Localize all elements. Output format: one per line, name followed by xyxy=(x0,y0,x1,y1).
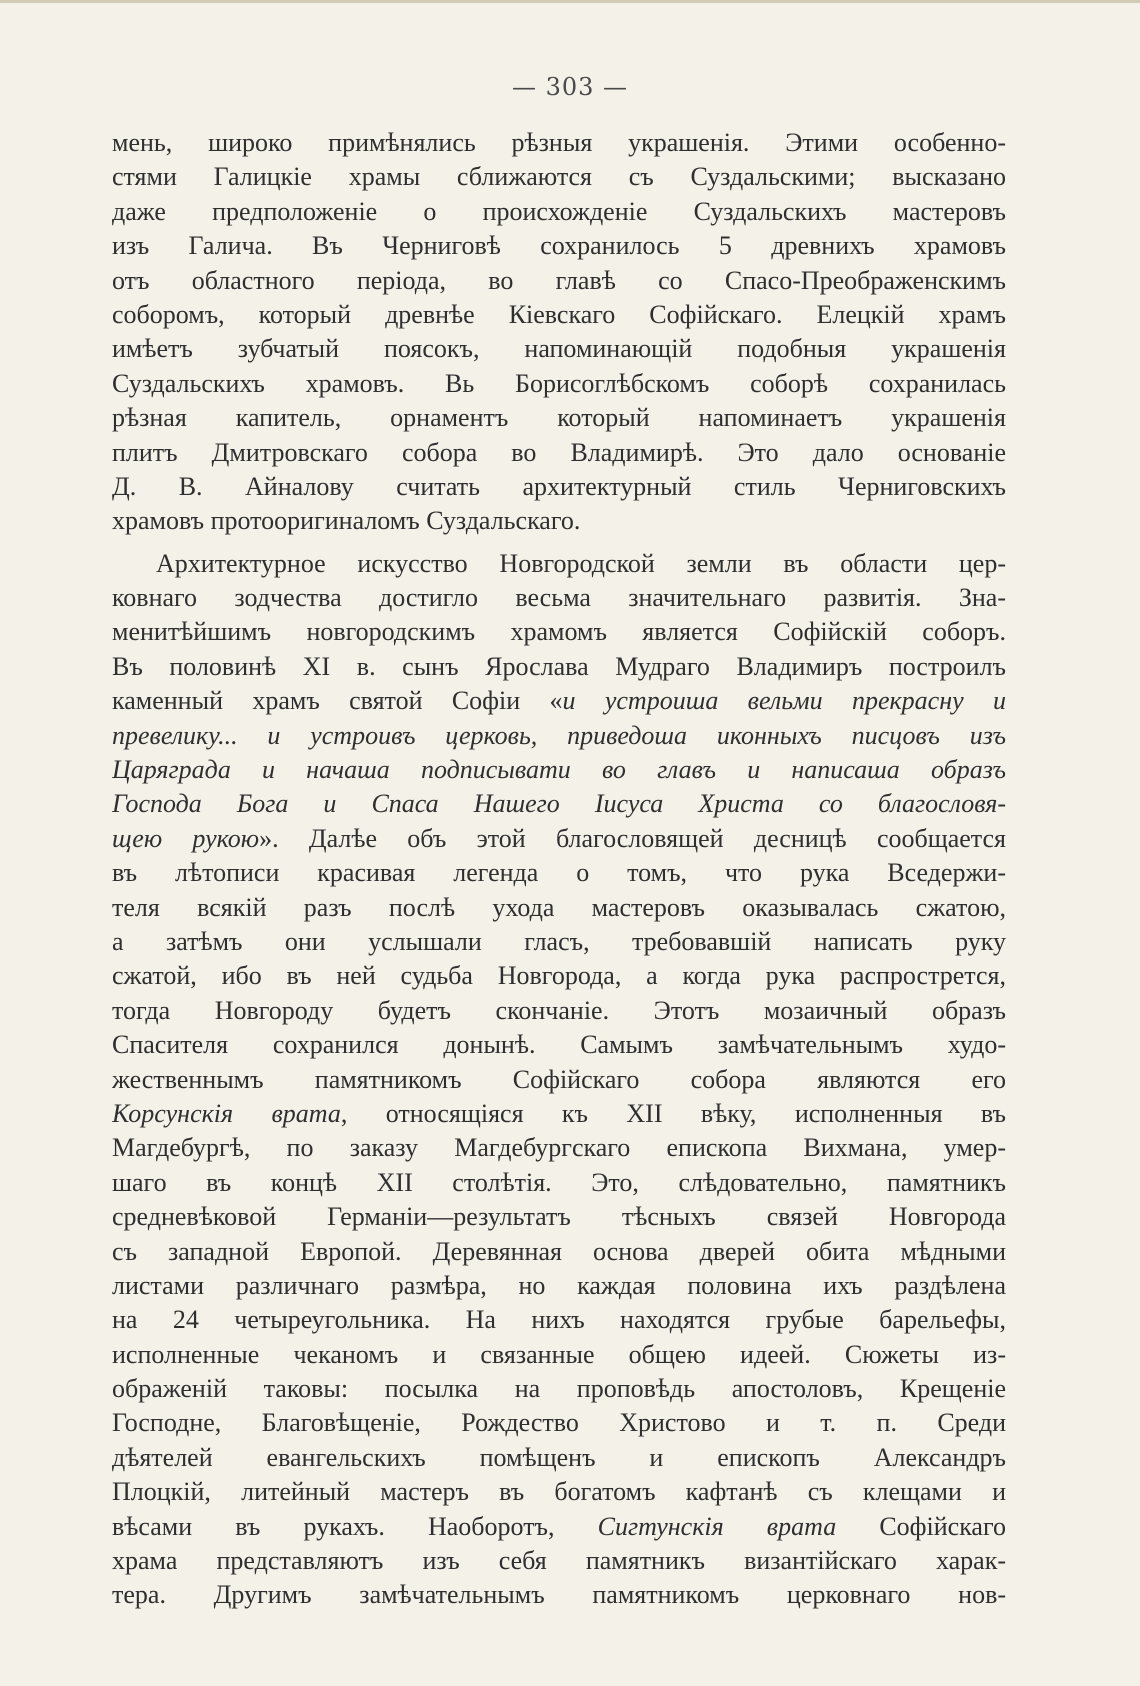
text-line: съ западной Европой. Деревянная основа дверей обита мѣдными xyxy=(112,1236,1006,1266)
text-line xyxy=(112,1510,1006,1544)
emphasis-sigtuna-gates: Сигтунскія врата xyxy=(597,1511,837,1541)
text-segment: каменный храмъ святой Софіи « xyxy=(112,686,563,716)
chronicle-quote: и устроиша вельми прекрасну и xyxy=(562,686,1006,716)
text-line: листами различнаго размѣра, но каждая половина ихъ раздѣлена xyxy=(112,1270,1006,1300)
paragraph-gap xyxy=(112,539,1006,547)
text-line: сжатой, ибо въ ней судьба Новгорода, а когда рука распрострется, xyxy=(112,961,1006,991)
emphasis-korsun-gates: Корсунскія врата xyxy=(112,1098,341,1128)
text-line: тогда Новгороду будетъ скончаніе. Этотъ мозаичный образъ xyxy=(112,995,1006,1025)
text-line: Суздальскихъ храмовъ. Вь Борисоглѣбскомъ соборѣ сохранилась xyxy=(112,368,1006,398)
text-line: Архитектурное искусство Новгородской земли въ области цер- xyxy=(156,548,1006,578)
text-line: менитѣйшимъ новгородскимъ храмомъ является Софійскій соборъ. xyxy=(112,617,1006,647)
text-line: Господне, Благовѣщеніе, Рождество Христово и т. п. Среди xyxy=(112,1408,1006,1438)
text-line xyxy=(112,822,1006,856)
text-line: дѣятелей евангельскихъ помѣщенъ и епископъ Александръ xyxy=(112,1442,1006,1472)
text-line: Плоцкій, литейный мастеръ въ богатомъ кафтанѣ съ клещами и xyxy=(112,1477,1006,1507)
chronicle-quote-line: Царяграда и начаша подписывати во главъ и написаша образъ xyxy=(112,755,1006,785)
text-line: даже предположеніе о происхожденіе Суздальскихъ мастеровъ xyxy=(112,196,1006,226)
text-line: стями Галицкіе храмы сближаются съ Суздальскими; высказано xyxy=(112,162,1006,192)
text-line: на 24 четыреугольника. На нихъ находятся грубые барельефы, xyxy=(112,1305,1006,1335)
text-line: мень, широко примѣнялись рѣзныя украшенія. Этими особенно- xyxy=(112,128,1006,157)
text-line: теля всякій разъ послѣ ухода мастеровъ оказывалась сжатою, xyxy=(112,892,1006,922)
text-line: храма представляютъ изъ себя памятникъ византійскаго харак- xyxy=(112,1546,1006,1576)
page-number: — 303 — xyxy=(511,73,629,101)
top-edge-rule xyxy=(0,0,1140,3)
text-line: Магдебургѣ, по заказу Магдебургскаго епископа Вихмана, умер- xyxy=(112,1133,1006,1163)
chronicle-quote: щею рукою xyxy=(112,823,260,853)
text-line: рѣзная капитель, орнаментъ который напоминаетъ украшенія xyxy=(112,403,1006,433)
text-line: соборомъ, который древнѣе Кіевскаго Софійскаго. Елецкій храмъ xyxy=(112,299,1006,329)
text-line xyxy=(112,1097,1006,1131)
text-block xyxy=(112,126,1006,1613)
text-segment: , относящіяся къ XII вѣку, исполненныя въ xyxy=(340,1098,1006,1128)
text-line: а затѣмъ они услышали гласъ, требовавшій написать руку xyxy=(112,926,1006,956)
text-line: исполненные чеканомъ и связанные общею идеей. Сюжеты из- xyxy=(112,1339,1006,1369)
text-line: ковнаго зодчества достигло весьма значительнаго развитія. Зна- xyxy=(112,583,1006,613)
text-line: Д. В. Айналову считать архитектурный стиль Черниговскихъ xyxy=(112,471,1006,501)
text-line: шаго въ концѣ XII столѣтія. Это, слѣдовательно, памятникъ xyxy=(112,1167,1006,1197)
chronicle-quote-line: превелику... и устроивъ церковь, приведоша иконныхъ писцовъ изъ xyxy=(112,720,1006,750)
text-segment: Софійскаго xyxy=(836,1511,1006,1541)
chronicle-quote-line: Господа Бога и Спаса Нашего Іисуса Христа со благословя- xyxy=(112,789,1006,819)
text-line xyxy=(112,684,1006,718)
text-line: Въ половинѣ XI в. сынъ Ярослава Мудраго Владимиръ построилъ xyxy=(112,651,1006,681)
text-line: изъ Галича. Въ Черниговѣ сохранилось 5 древнихъ храмовъ xyxy=(112,231,1006,261)
text-segment: ». Далѣе объ этой благословящей десницѣ сообщается xyxy=(259,823,1006,853)
text-line: плитъ Дмитровскаго собора во Владимирѣ. Это дало основаніе xyxy=(112,437,1006,467)
text-line: жественнымъ памятникомъ Софійскаго собора являются его xyxy=(112,1064,1006,1094)
paragraph-2 xyxy=(112,547,1006,1613)
text-line: ображеній таковы: посылка на проповѣдь апостоловъ, Крещеніе xyxy=(112,1374,1006,1404)
text-segment: вѣсами въ рукахъ. Наоборотъ, xyxy=(112,1511,598,1541)
text-line: средневѣковой Германіи—результатъ тѣсныхъ связей Новгорода xyxy=(112,1202,1006,1232)
text-line: въ лѣтописи красивая легенда о томъ, что рука Вседержи- xyxy=(112,858,1006,888)
text-line: отъ областного періода, во главѣ со Спасо-Преображенскимъ xyxy=(112,265,1006,295)
text-line: имѣетъ зубчатый поясокъ, напоминающій подобныя украшенія xyxy=(112,334,1006,364)
text-line: храмовъ протооригиналомъ Суздальскаго. xyxy=(112,506,581,536)
paragraph-1 xyxy=(112,126,1006,539)
text-line: Спасителя сохранился донынѣ. Самымъ замѣчательнымъ худо- xyxy=(112,1030,1006,1060)
text-line: тера. Другимъ замѣчательнымъ памятникомъ церковнаго нов- xyxy=(112,1580,1006,1610)
